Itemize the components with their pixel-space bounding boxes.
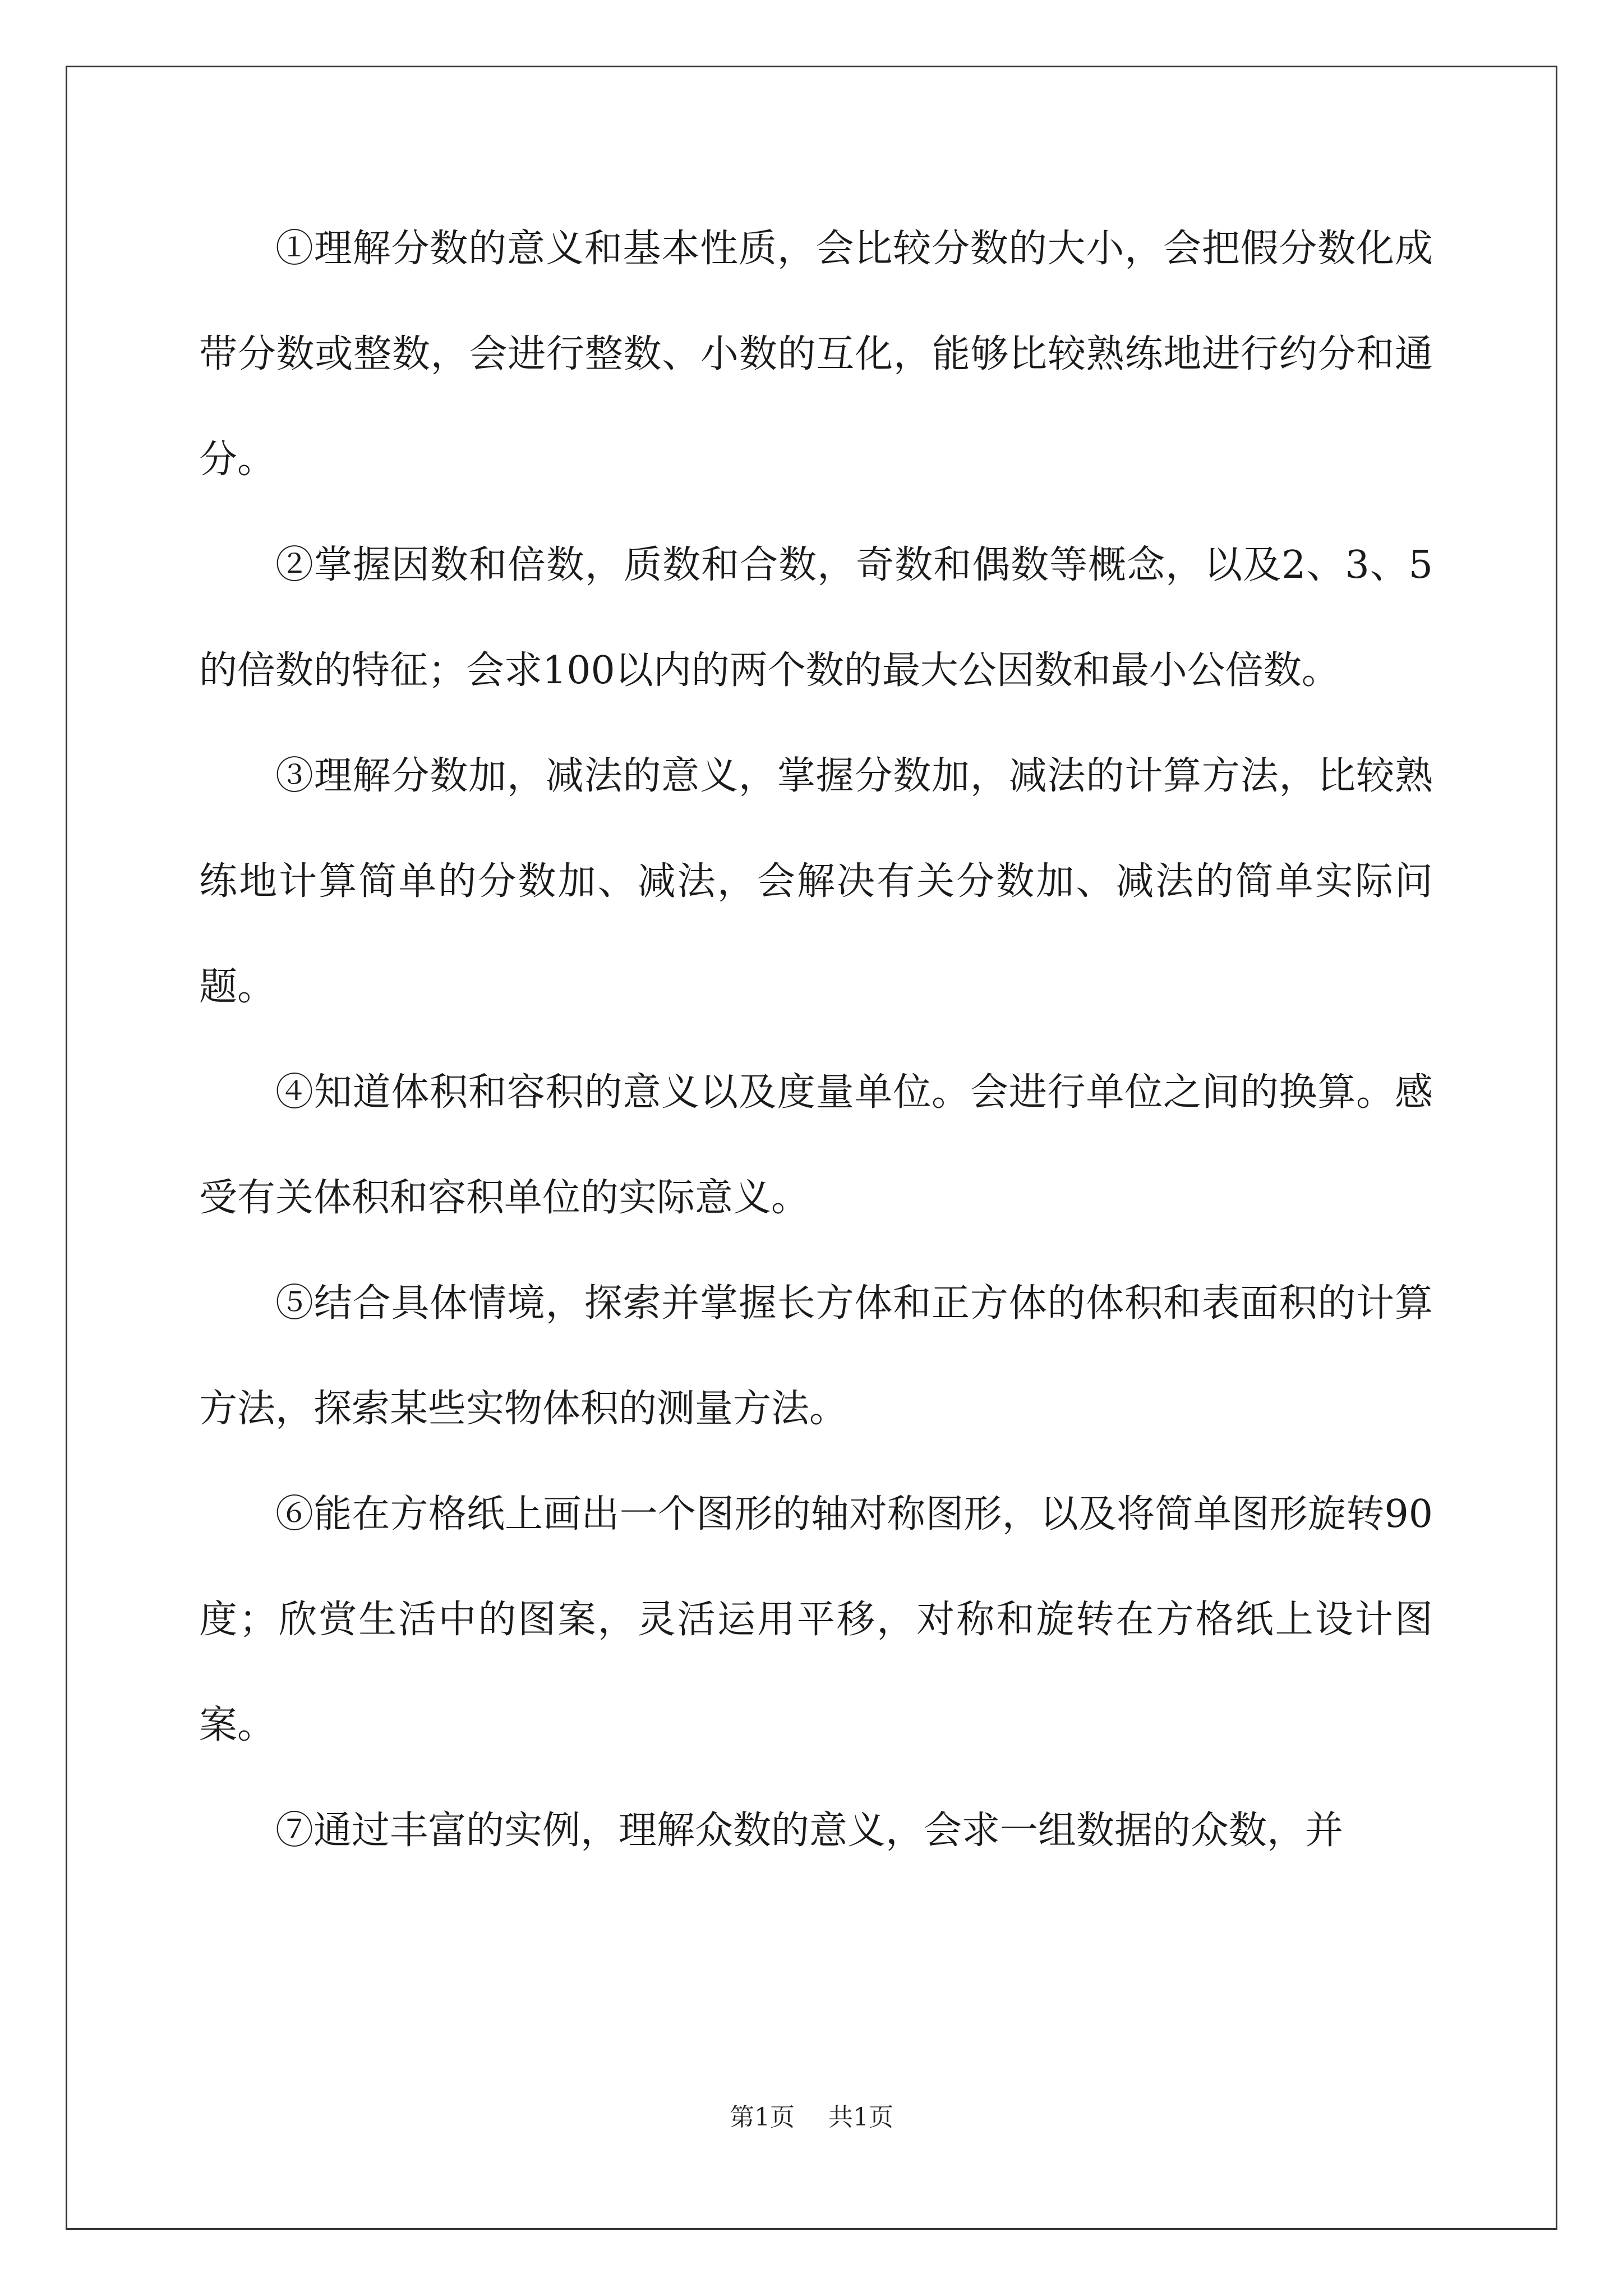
paragraph-6: ⑥能在方格纸上画出一个图形的轴对称图形，以及将简单图形旋转90度；欣赏生活中的图案，灵活运用平移，对称和旋转在方格纸上设计图案。 <box>199 1492 1433 1747</box>
paragraph-4: ④知道体积和容积的意义以及度量单位。会进行单位之间的换算。感受有关体积和容积单位的实际意义。 <box>199 1070 1433 1220</box>
paragraph-7: ⑦通过丰富的实例，理解众数的意义，会求一组数据的众数，并 <box>275 1809 1344 1853</box>
paragraph-3: ③理解分数加，减法的意义，掌握分数加，减法的计算方法，比较熟练地计算简单的分数加、减法，会解决有关分数加、减法的简单实际问题。 <box>199 754 1433 1009</box>
total-pages-label: 共1页 <box>828 2103 893 2132</box>
paragraph-2: ②掌握因数和倍数，质数和合数，奇数和偶数等概念，以及2、3、5的倍数的特征；会求100以内的两个数的最大公因数和最小公倍数。 <box>199 543 1433 693</box>
document-body <box>199 196 1433 1884</box>
current-page-label: 第1页 <box>730 2103 795 2132</box>
paragraph-1: ①理解分数的意义和基本性质，会比较分数的大小，会把假分数化成带分数或整数，会进行整数、小数的互化，能够比较熟练地进行约分和通分。 <box>199 227 1433 482</box>
page-footer <box>0 2097 1623 2133</box>
paragraph-5: ⑤结合具体情境，探索并掌握长方体和正方体的体积和表面积的计算方法，探索某些实物体积的测量方法。 <box>199 1281 1433 1431</box>
